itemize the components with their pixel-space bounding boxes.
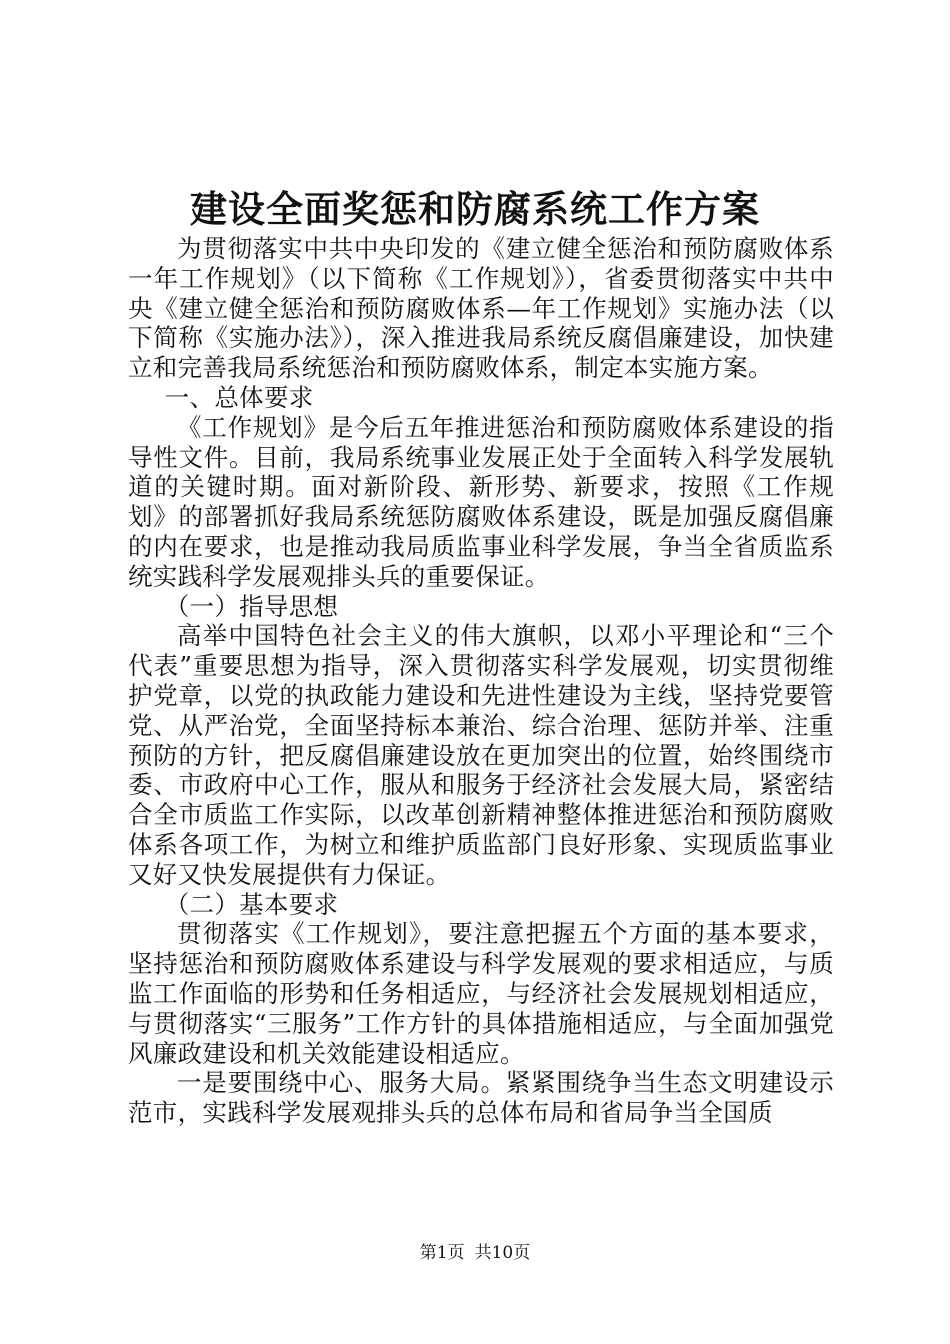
page-total: 共10页 xyxy=(474,1243,531,1263)
section-heading-general-requirements: 一、总体要求 xyxy=(164,382,314,412)
page-footer xyxy=(0,1241,950,1265)
first-point-paragraph: 一是要围绕中心、服务大局。紧紧围绕争当生态文明建设示范市，实践科学发展观排头兵的总体布局和省局争当全国质 xyxy=(128,1068,834,1128)
guiding-thought-paragraph: 高举中国特色社会主义的伟大旗帜，以邓小平理论和“三个代表”重要思想为指导，深入贯彻落实科学发展观，切实贯彻维护党章，以党的执政能力建设和先进性建设为主线，坚持党要管党、从严治党，全面坚持标本兼治、综合治理、惩防并举、注重预防的方针，把反腐倡廉建设放在更加突出的位置，始终围绕市委、市政府中心工作，服从和服务于经济社会发展大局，紧密结合全市质监工作实际，以改革创新精神整体推进惩治和预防腐败体系各项工作，为树立和维护质监部门良好形象、实现质监事业又好又快发展提供有力保证。 xyxy=(128,621,834,889)
page-number: 第1页 xyxy=(419,1243,465,1263)
subsection-heading-basic-requirements: （二）基本要求 xyxy=(164,889,339,919)
subsection-heading-guiding-thought: （一）指导思想 xyxy=(164,591,339,621)
document-body xyxy=(128,234,834,1128)
basic-requirements-paragraph: 贯彻落实《工作规划》，要注意把握五个方面的基本要求，坚持惩治和预防腐败体系建设与科学发展观的要求相适应，与质监工作面临的形势和任务相适应，与经济社会发展规划相适应，与贯彻落实“三服务”工作方针的具体措施相适应，与全面加强党风廉政建设和机关效能建设相适应。 xyxy=(128,919,834,1068)
document-title: 建设全面奖惩和防腐系统工作方案 xyxy=(190,187,760,231)
intro-paragraph: 为贯彻落实中共中央印发的《建立健全惩治和预防腐败体系一年工作规划》（以下简称《工作规划》），省委贯彻落实中共中央《建立健全惩治和预防腐败体系—年工作规划》实施办法（以下简称《实施办法》），深入推进我局系统反腐倡廉建设，加快建立和完善我局系统惩治和预防腐败体系，制定本实施方案。 xyxy=(128,234,834,383)
general-requirements-paragraph: 《工作规划》是今后五年推进惩治和预防腐败体系建设的指导性文件。目前，我局系统事业发展正处于全面转入科学发展轨道的关键时期。面对新阶段、新形势、新要求，按照《工作规划》的部署抓好我局系统惩防腐败体系建设，既是加强反腐倡廉的内在要求，也是推动我局质监事业科学发展，争当全省质监系统实践科学发展观排头兵的重要保证。 xyxy=(128,412,834,591)
